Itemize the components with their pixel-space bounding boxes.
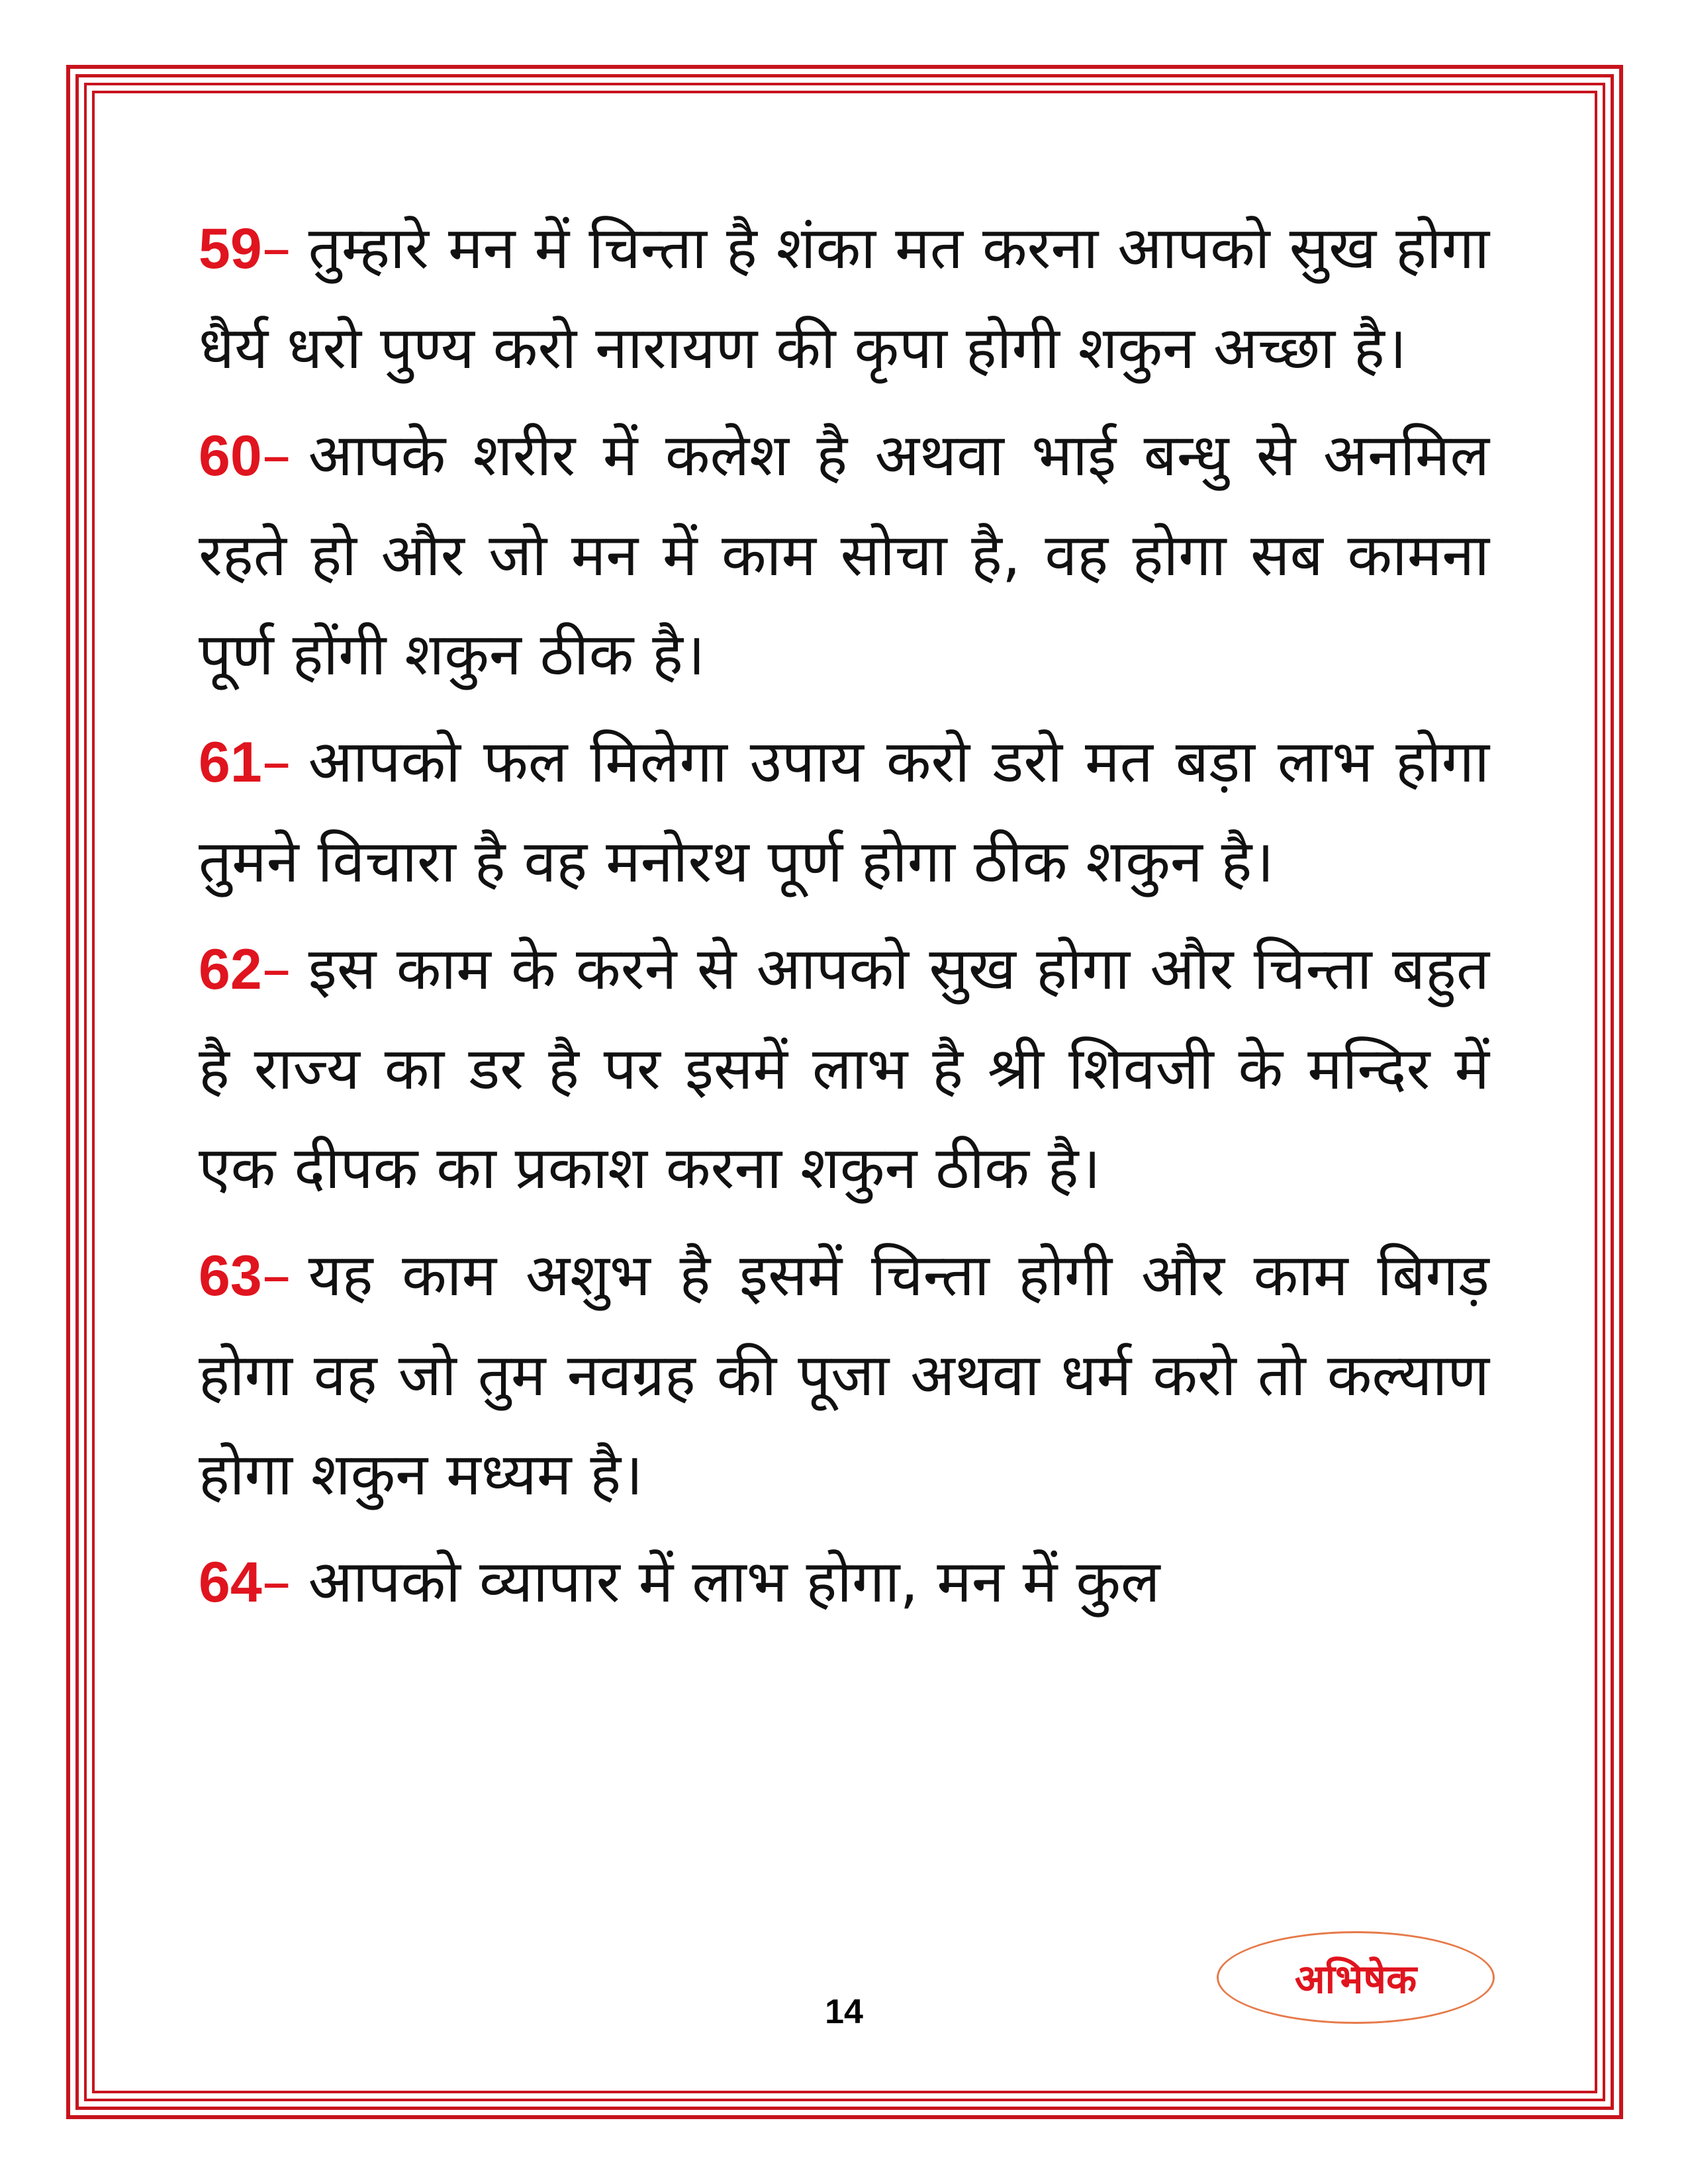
entry-dash: – <box>261 1547 291 1615</box>
entry-60 <box>199 406 1489 704</box>
entry-number: 62 <box>199 938 262 1001</box>
entry-dash: – <box>261 934 291 1003</box>
entry-61 <box>199 712 1489 911</box>
entry-59 <box>199 199 1489 398</box>
entry-number: 64 <box>199 1551 262 1614</box>
entry-number: 59 <box>199 217 262 281</box>
entry-number: 60 <box>199 424 262 488</box>
entry-dash: – <box>261 1241 291 1309</box>
entry-text: यह काम अशुभ है इसमें चिन्ता होगी और काम बिगड़ होगा वह जो तुम नवग्रह की पूजा अथवा धर्म करो तो कल्याण होगा शकुन मध्यम है। <box>199 1241 1489 1508</box>
entry-number: 63 <box>199 1244 262 1308</box>
entry-number: 61 <box>199 731 262 794</box>
entry-63 <box>199 1226 1489 1524</box>
entry-dash: – <box>261 421 291 489</box>
entry-dash: – <box>261 214 291 282</box>
entry-62 <box>199 919 1489 1218</box>
entry-64 <box>199 1532 1489 1632</box>
author-stamp <box>1217 1931 1495 2024</box>
page-number: 14 <box>825 1993 863 2031</box>
page-content <box>199 199 1489 1640</box>
entry-text: आपको व्यापार में लाभ होगा, मन में कुल <box>308 1547 1160 1615</box>
entry-text: आपके शरीर में कलेश है अथवा भाई बन्धु से अनमिल रहते हो और जो मन में काम सोचा है, वह होगा सब कामना पूर्ण होंगी शकुन ठीक है। <box>199 421 1489 688</box>
entry-text: आपको फल मिलेगा उपाय करो डरो मत बड़ा लाभ होगा तुमने विचारा है वह मनोरथ पूर्ण होगा ठीक शकुन है। <box>199 727 1489 895</box>
entry-text: तुम्हारे मन में चिन्ता है शंका मत करना आपको सुख होगा धैर्य धरो पुण्य करो नारायण की कृपा होगी शकुन अच्छा है। <box>199 214 1489 382</box>
entry-text: इस काम के करने से आपको सुख होगा और चिन्ता बहुत है राज्य का डर है पर इसमें लाभ है श्री शिवजी के मन्दिर में एक दीपक का प्रकाश करना शकुन ठीक है। <box>199 934 1489 1202</box>
stamp-text: अभिषेक <box>1294 1956 1417 2003</box>
entry-dash: – <box>261 727 291 796</box>
